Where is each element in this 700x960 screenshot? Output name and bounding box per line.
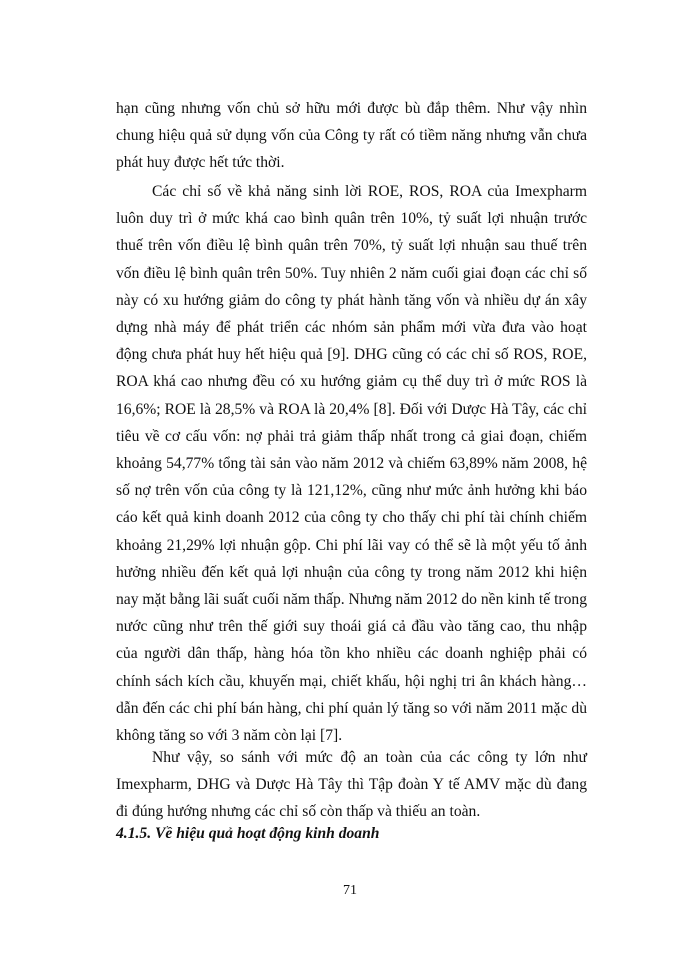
body-paragraph-profitability: Các chỉ số về khả năng sinh lời ROE, ROS, ROA của Imexpharm luôn duy trì ở mức khá cao bình quân trên 10%, tỷ suất lợi nhuận trước thuế trên vốn điều lệ bình quân trên 70%, tỷ suất lợi nhuận sau thuế trên vốn điều lệ bình quân trên 50%. Tuy nhiên 2 năm cuối giai đoạn các chỉ số này có xu hướng giảm do công ty phát hành tăng vốn và nhiều dự án xây dựng nhà máy để phát triển các nhóm sản phẩm mới vừa đưa vào hoạt động chưa phát huy hết hiệu quả [9]. DHG cũng có các chỉ số ROS, ROE, ROA khá cao nhưng đều có xu hướng giảm cụ thể duy trì ở mức ROS là 16,6%; ROE là 28,5% và ROA là 20,4% [8]. Đối với Dược Hà Tây, các chỉ tiêu về cơ cấu vốn: nợ phải trả giảm thấp nhất trong cả giai đoạn, chiếm khoảng 54,77% tổng tài sản vào năm 2012 và chiếm 63,89% năm 2008, hệ số nợ trên vốn của công ty là 121,12%, cũng như mức ảnh hưởng khi báo cáo kết quả kinh doanh 2012 của công ty cho thấy chi phí tài chính chiếm khoảng 21,29% lợi nhuận gộp. Chi phí lãi vay có thể sẽ là một yếu tố ảnh hưởng nhiều đến kết quả lợi nhuận của công ty trong năm 2012 khi hiện nay mặt bằng lãi suất cuối năm thấp. Nhưng năm 2012 do nền kinh tế trong nước cũng như trên thế giới suy thoái giá cả đầu vào tăng cao, thu nhập của người dân thấp, hàng hóa tồn kho nhiều các doanh nghiệp phải có chính sách kích cầu, khuyến mại, chiết khấu, hội nghị tri ân khách hàng… dẫn đến các chi phí bán hàng, chi phí quản lý tăng so với năm 2011 mặc dù không tăng so với 3 năm còn lại [7].: [116, 183, 587, 745]
body-paragraph-continuation: hạn cũng nhưng vốn chủ sở hữu mới được bù đắp thêm. Như vậy nhìn chung hiệu quả sử dụng vốn của Công ty rất có tiềm năng nhưng vẫn chưa phát huy được hết tức thời.: [116, 100, 587, 172]
section-heading: 4.1.5. Về hiệu quả hoạt động kinh doanh: [116, 825, 380, 842]
page-number: 71: [343, 883, 357, 898]
body-paragraph-conclusion: Như vậy, so sánh với mức độ an toàn của các công ty lớn như Imexpharm, DHG và Dược Hà Tây thì Tập đoàn Y tế AMV mặc dù đang đi đúng hướng nhưng các chỉ số còn thấp và thiếu an toàn.: [116, 749, 587, 821]
